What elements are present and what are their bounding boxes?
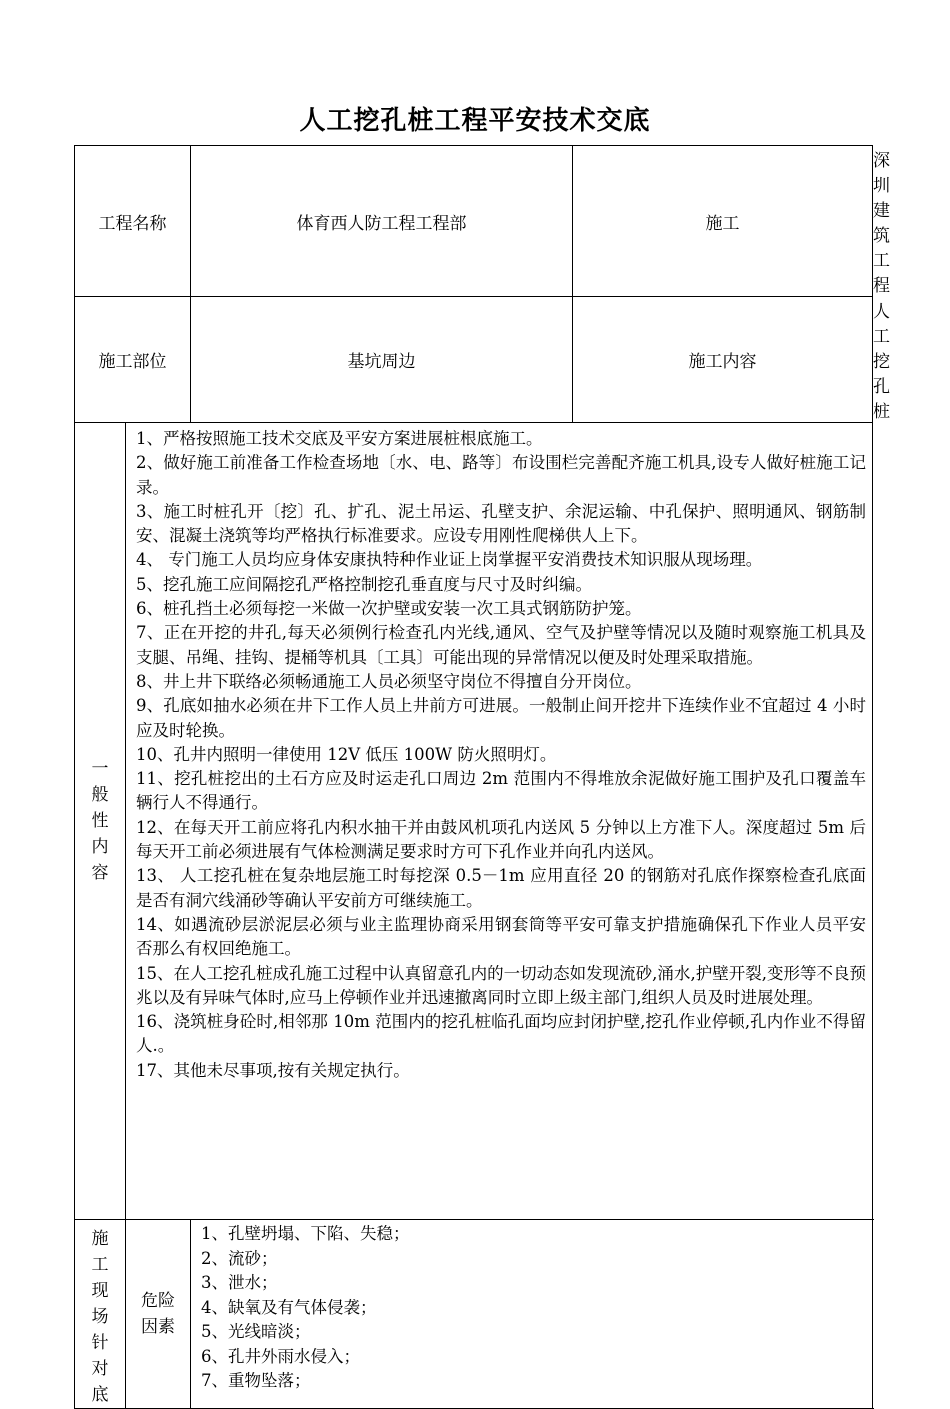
general-item: 4、 专门施工人员均应身体安康执特种作业证上岗掌握平安消费技术知识服从现场理。 (136, 550, 763, 570)
hazard-item: 2、流砂； (201, 1248, 278, 1268)
hazard-row (75, 1220, 873, 1409)
hazard-item: 3、泄水； (201, 1273, 278, 1292)
general-content-label (75, 423, 126, 1220)
hazard-item: 1、孔壁坍塌、下陷、失稳； (201, 1224, 410, 1243)
general-content-row (75, 423, 873, 1220)
construction-content-label: 施工内容 (573, 297, 873, 423)
contractor-label: 施工 (573, 146, 873, 297)
general-item: 13、 人工挖孔桩在复杂地层施工时每挖深 0.5－1m 应用直径 20 的钢筋对孔底作探察检查孔底面是否有洞穴线涌砂等确认平安前方可继续施工。 (136, 866, 866, 910)
construction-part-value: 基坑周边 (191, 297, 573, 423)
hazard-item: 5、光线暗淡； (201, 1322, 311, 1341)
site-briefing-label (75, 1220, 126, 1409)
hazard-factor-label-text: 危险 因素 (141, 1291, 175, 1337)
general-item: 15、在人工挖孔桩成孔施工过程中认真留意孔内的一切动态如发现流砂,涌水,护壁开裂,变形等不良预兆以及有异味气体时,应马上停顿作业并迅速撤离同时立即上级主部门,组织人员及时进展处理。 (136, 963, 866, 1007)
general-item: 7、正在开挖的井孔,每天必须例行检查孔内光线,通风、空气及护壁等情况以及随时观察施工机具及支腿、吊绳、挂钩、提桶等机具〔工具〕可能出现的异常情况以便及时处理采取措施。 (136, 623, 866, 667)
hazard-factor-label (126, 1220, 191, 1409)
general-content-label-text: 一 般 性 内 容 (91, 759, 109, 883)
document-title: 人工挖孔桩工程平安技术交底 (299, 106, 651, 136)
general-item: 14、如遇流砂层淤泥层必须与业主监理协商采用钢套筒等平安可靠支护措施确保孔下作业人员平安否那么有权回绝施工。 (136, 914, 866, 959)
general-item: 12、在每天开工前应将孔内积水抽干并由鼓风机项孔内送风 5 分钟以上方准下人。深度超过 5m 后每天开工前必须进展有气体检测满足要求时方可下孔作业并向孔内送风。 (136, 817, 866, 862)
general-item: 9、孔底如抽水必须在井下工作人员上井前方可进展。一般制止间开挖井下连续作业不宜超过 4 小时应及时轮换。 (136, 696, 866, 740)
hazard-item: 7、重物坠落； (201, 1371, 311, 1390)
hazard-list-cell (191, 1220, 873, 1409)
project-name-label: 工程名称 (75, 146, 191, 297)
hazard-item: 6、孔井外雨水侵入； (201, 1346, 360, 1366)
general-item: 2、做好施工前准备工作检查场地〔水、电、路等〕布设围栏完善配齐施工机具,设专人做好桩施工记录。 (136, 453, 866, 497)
disclosure-table (74, 145, 890, 1409)
hazard-item: 4、缺氧及有气体侵袭； (201, 1297, 377, 1317)
project-name-value: 体育西人防工程工程部 (191, 146, 573, 297)
construction-part-label: 施工部位 (75, 297, 191, 423)
general-item: 6、桩孔挡土必须每挖一米做一次护壁或安装一次工具式钢筋防护笼。 (136, 599, 642, 619)
hazard-list (201, 1222, 866, 1394)
general-item: 5、挖孔施工应间隔挖孔严格控制挖孔垂直度与尺寸及时纠编。 (136, 574, 592, 594)
header-row-2: 施工部位 基坑周边 施工内容 人工挖孔桩 (75, 297, 873, 423)
general-content-body (126, 423, 873, 1220)
general-item-list (136, 427, 866, 1083)
general-item: 16、浇筑桩身砼时,相邻那 10m 范围内的挖孔桩临孔面均应封闭护壁,挖孔作业停顿,孔内作业不得留人.。 (136, 1012, 866, 1056)
general-item: 3、施工时桩孔开〔挖〕孔、扩孔、泥土吊运、孔壁支护、余泥运输、中孔保护、照明通风、钢筋制安、混凝土浇筑等均严格执行标准要求。应设专用刚性爬梯供人上下。 (136, 501, 866, 546)
general-item: 17、其他未尽事项,按有关规定执行。 (136, 1060, 410, 1080)
general-item: 11、挖孔桩挖出的土石方应及时运走孔口周边 2m 范围内不得堆放余泥做好施工围护及孔口覆盖车辆行人不得通行。 (136, 769, 866, 813)
general-item: 8、井上井下联络必须畅通施工人员必须坚守岗位不得擅自分开岗位。 (136, 671, 642, 691)
site-briefing-label-text: 施 工 现 场 针 对 底 (91, 1229, 109, 1405)
general-item: 1、严格按照施工技术交底及平安方案进展桩根底施工。 (136, 429, 543, 448)
header-row-1: 工程名称 体育西人防工程工程部 施工 深圳建筑工程 (75, 146, 873, 297)
general-item: 10、孔井内照明一律使用 12V 低压 100W 防火照明灯。 (136, 744, 557, 764)
